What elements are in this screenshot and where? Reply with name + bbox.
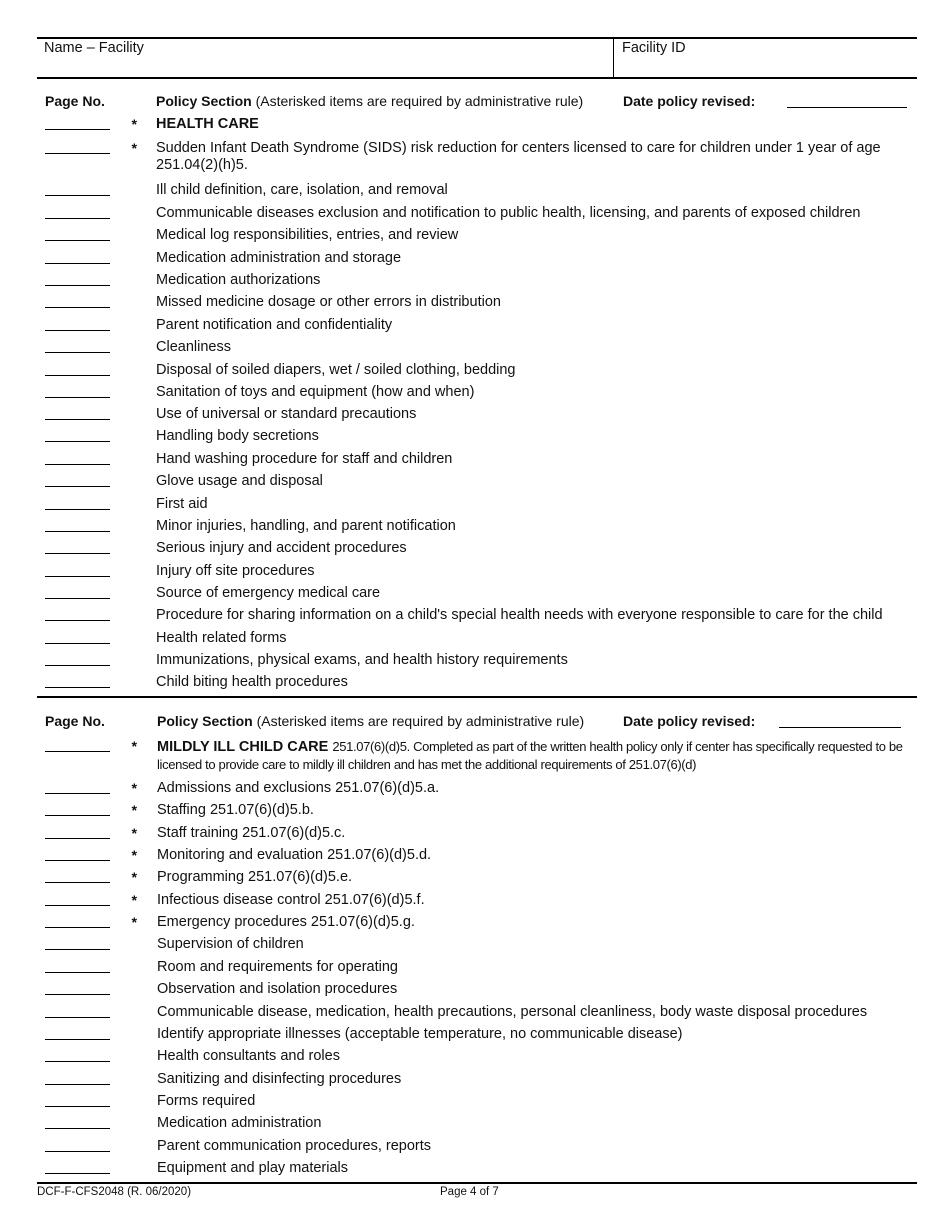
policy-item-text [156, 652, 916, 669]
date-revised-label: Date policy revised: [623, 713, 756, 729]
policy-item-text [156, 227, 916, 244]
required-asterisk: * [131, 847, 137, 863]
policy-item-description: Monitoring and evaluation 251.07(6)(d)5.d. [157, 847, 432, 863]
policy-section-note: (Asterisked items are required by administrative rule) [256, 713, 585, 729]
policy-item-text [156, 362, 916, 379]
page-no-field[interactable] [45, 285, 110, 286]
required-asterisk: * [131, 892, 137, 908]
page-no-field[interactable] [45, 419, 110, 420]
policy-item-text [156, 585, 916, 602]
page-no-field[interactable] [45, 687, 110, 688]
policy-item-description: Health related forms [156, 630, 287, 646]
policy-item-description: Forms required [157, 1093, 256, 1109]
policy-item-text [157, 780, 917, 797]
policy-item-title: HEALTH CARE [156, 116, 259, 132]
facility-id-label: Facility ID [622, 40, 686, 56]
policy-item-text [157, 1026, 917, 1043]
page-no-field[interactable] [45, 509, 110, 510]
required-asterisk: * [131, 780, 137, 796]
policy-item-text [156, 294, 916, 311]
page-no-field[interactable] [45, 972, 110, 973]
page-no-field[interactable] [45, 531, 110, 532]
policy-item-description: Hand washing procedure for staff and children [156, 451, 453, 467]
policy-item-text [156, 630, 916, 647]
policy-item-description: Sudden Infant Death Syndrome (SIDS) risk reduction for centers licensed to care for children under 1 year of age 251.04(2)(h)5. [156, 140, 881, 173]
policy-item-text [156, 451, 916, 468]
page-no-field[interactable] [45, 643, 110, 644]
policy-item-text [156, 428, 916, 445]
policy-item-text [157, 802, 917, 819]
policy-item-text [157, 1048, 917, 1065]
policy-section-label: Policy Section [156, 93, 252, 109]
policy-item-text [157, 1093, 917, 1110]
policy-item-text [156, 406, 916, 423]
required-asterisk: * [131, 738, 137, 754]
policy-item-description: Medication authorizations [156, 272, 321, 288]
policy-item-text [156, 473, 916, 490]
page-no-field[interactable] [45, 751, 110, 752]
policy-item-description: Ill child definition, care, isolation, and removal [156, 182, 448, 198]
policy-item-description: Infectious disease control 251.07(6)(d)5.f. [157, 892, 425, 908]
name-facility-label: Name – Facility [44, 40, 144, 56]
policy-item-text [157, 1071, 917, 1088]
page-no-field[interactable] [45, 598, 110, 599]
date-revised-field[interactable] [787, 107, 907, 108]
required-asterisk: * [131, 914, 137, 930]
policy-section-heading [156, 93, 583, 109]
policy-item-text [157, 981, 917, 998]
policy-item-description: 251.07(6)(d)5. Completed as part of the written health policy only if center has specifically requested to be licensed to provide care to mildly ill children and has met the additional requirements of 251.07(6)(d) [157, 739, 903, 772]
policy-item-description: Source of emergency medical care [156, 585, 381, 601]
page-no-field[interactable] [45, 553, 110, 554]
page-no-field[interactable] [45, 307, 110, 308]
policy-item-text [156, 496, 916, 513]
policy-item-description: Use of universal or standard precautions [156, 406, 417, 422]
policy-item-description: Communicable disease, medication, health precautions, personal cleanliness, body waste disposal procedures [157, 1004, 868, 1020]
page-no-field[interactable] [45, 815, 110, 816]
policy-section-label: Policy Section [157, 713, 253, 729]
required-asterisk: * [131, 869, 137, 885]
date-revised-label: Date policy revised: [623, 93, 756, 109]
page-no-field[interactable] [45, 1039, 110, 1040]
page-no-field[interactable] [45, 665, 110, 666]
policy-item-text [157, 892, 917, 909]
page-no-field[interactable] [45, 927, 110, 928]
policy-item-text [156, 540, 916, 557]
policy-item-description: Room and requirements for operating [157, 959, 398, 975]
policy-item-description: Serious injury and accident procedures [156, 540, 407, 556]
date-revised-field[interactable] [779, 727, 901, 728]
page-no-field[interactable] [45, 793, 110, 794]
policy-item-description: Disposal of soiled diapers, wet / soiled clothing, bedding [156, 362, 516, 378]
policy-item-text [156, 140, 916, 174]
policy-item-description: Emergency procedures 251.07(6)(d)5.g. [157, 914, 415, 930]
policy-item-text [157, 1004, 917, 1021]
policy-item-text [156, 116, 916, 133]
policy-item-text [156, 339, 916, 356]
policy-item-description: Medication administration [157, 1115, 322, 1131]
policy-item-text [156, 317, 916, 334]
policy-item-text [157, 825, 917, 842]
page-no-field[interactable] [45, 620, 110, 621]
policy-item-title: MILDLY ILL CHILD CARE [157, 739, 329, 755]
required-asterisk: * [131, 140, 137, 156]
page-no-field[interactable] [45, 1106, 110, 1107]
policy-item-description: Identify appropriate illnesses (acceptable temperature, no communicable disease) [157, 1026, 683, 1042]
page-no-field[interactable] [45, 882, 110, 883]
section2-header [0, 713, 950, 731]
page-no-field[interactable] [45, 1061, 110, 1062]
policy-item-text [157, 738, 917, 774]
header-divider [613, 39, 614, 77]
page-no-field[interactable] [45, 1173, 110, 1174]
page-no-field[interactable] [45, 994, 110, 995]
page-no-field[interactable] [45, 375, 110, 376]
page-no-field[interactable] [45, 129, 110, 130]
section-divider [37, 696, 917, 698]
page-no-field[interactable] [45, 240, 110, 241]
policy-item-description: Cleanliness [156, 339, 231, 355]
policy-item-text [157, 847, 917, 864]
page-no-field[interactable] [45, 576, 110, 577]
page-no-heading: Page No. [45, 93, 105, 109]
policy-item-text [156, 272, 916, 289]
policy-item-description: Staffing 251.07(6)(d)5.b. [157, 802, 314, 818]
policy-item-description: Admissions and exclusions 251.07(6)(d)5.a. [157, 780, 440, 796]
page-no-field[interactable] [45, 486, 110, 487]
policy-item-text [157, 1138, 917, 1155]
policy-item-description: Missed medicine dosage or other errors in distribution [156, 294, 501, 310]
policy-item-description: Parent communication procedures, reports [157, 1138, 432, 1154]
policy-item-description: Medical log responsibilities, entries, and review [156, 227, 459, 243]
policy-item-description: Health consultants and roles [157, 1048, 340, 1064]
policy-section-note: (Asterisked items are required by administrative rule) [255, 93, 584, 109]
page-no-field[interactable] [45, 905, 110, 906]
policy-item-description: Programming 251.07(6)(d)5.e. [157, 869, 353, 885]
required-asterisk: * [131, 825, 137, 841]
policy-item-text [156, 250, 916, 267]
policy-item-text [156, 607, 916, 624]
page-no-field[interactable] [45, 195, 110, 196]
policy-item-text [156, 205, 916, 222]
policy-item-description: Minor injuries, handling, and parent notification [156, 518, 456, 534]
policy-item-description: Procedure for sharing information on a child's special health needs with everyone responsible to care for the child [156, 607, 883, 623]
form-number: DCF-F-CFS2048 (R. 06/2020) [37, 1186, 192, 1198]
page-no-field[interactable] [45, 441, 110, 442]
policy-item-description: Sanitizing and disinfecting procedures [157, 1071, 402, 1087]
policy-item-text [156, 182, 916, 199]
page-no-field[interactable] [45, 949, 110, 950]
policy-item-text [156, 674, 916, 691]
page-no-field[interactable] [45, 397, 110, 398]
page-no-field[interactable] [45, 464, 110, 465]
policy-item-description: Supervision of children [157, 936, 304, 952]
policy-item-description: Medication administration and storage [156, 250, 402, 266]
policy-item-text [157, 1160, 917, 1177]
page-no-field[interactable] [45, 263, 110, 264]
policy-item-description: Equipment and play materials [157, 1160, 349, 1176]
page-no-field[interactable] [45, 860, 110, 861]
page-no-field[interactable] [45, 1084, 110, 1085]
policy-item-description: Sanitation of toys and equipment (how and when) [156, 384, 475, 400]
policy-item-description: Parent notification and confidentiality [156, 317, 393, 333]
policy-item-description: First aid [156, 496, 208, 512]
policy-item-description: Handling body secretions [156, 428, 319, 444]
footer-divider [37, 1182, 917, 1184]
policy-item-text [157, 914, 917, 931]
policy-item-text [157, 869, 917, 886]
section1-header [0, 93, 950, 111]
policy-item-description: Glove usage and disposal [156, 473, 323, 489]
page-no-field[interactable] [45, 153, 110, 154]
page-no-field[interactable] [45, 1017, 110, 1018]
policy-item-text [157, 936, 917, 953]
policy-section-heading [157, 713, 584, 729]
policy-item-text [156, 518, 916, 535]
policy-item-description: Staff training 251.07(6)(d)5.c. [157, 825, 346, 841]
page-no-field[interactable] [45, 838, 110, 839]
policy-item-description: Injury off site procedures [156, 563, 315, 579]
required-asterisk: * [131, 802, 137, 818]
page-no-field[interactable] [45, 1128, 110, 1129]
policy-item-description: Child biting health procedures [156, 674, 348, 690]
policy-item-description: Immunizations, physical exams, and health history requirements [156, 652, 568, 668]
page-no-field[interactable] [45, 330, 110, 331]
policy-item-text [157, 1115, 917, 1132]
page-no-heading: Page No. [45, 713, 105, 729]
page-no-field[interactable] [45, 1151, 110, 1152]
required-asterisk: * [131, 116, 137, 132]
page-no-field[interactable] [45, 218, 110, 219]
page-no-field[interactable] [45, 352, 110, 353]
policy-item-description: Observation and isolation procedures [157, 981, 398, 997]
policy-item-text [157, 959, 917, 976]
facility-header [37, 37, 917, 79]
page-indicator: Page 4 of 7 [440, 1186, 499, 1198]
policy-item-description: Communicable diseases exclusion and notification to public health, licensing, and parents of exposed children [156, 205, 861, 221]
policy-item-text [156, 563, 916, 580]
policy-item-text [156, 384, 916, 401]
